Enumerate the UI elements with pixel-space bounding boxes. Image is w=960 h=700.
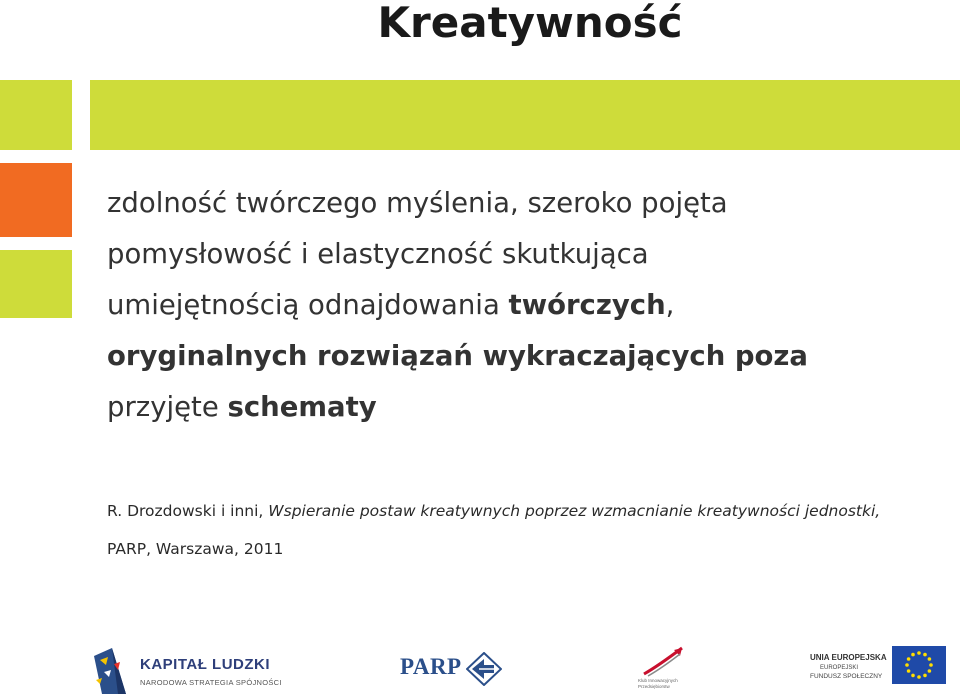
definition-line-3-tail: , [665, 289, 675, 321]
orange-bar-left [0, 163, 72, 237]
citation-authors: R. Drozdowski i inni, [107, 502, 269, 520]
eu-title: UNIA EUROPEJSKA [810, 653, 887, 662]
parp-icon [466, 652, 502, 686]
lime-bar-lower-left [0, 250, 72, 318]
lime-bar-top-right [90, 80, 960, 150]
definition-line-5 [107, 382, 907, 433]
definition-line-5-bold: schematy [227, 391, 377, 423]
kapital-ludzki-logo [92, 646, 282, 696]
definition-line-3-bold: twórczych [508, 289, 666, 321]
citation-title: Wspieranie postaw kreatywnych poprzez wzmacnianie kreatywności jednostki, [268, 502, 881, 520]
definition-line-4-bold: oryginalnych rozwiązań wykraczających poza [107, 340, 808, 372]
citation-line-1 [107, 492, 957, 530]
eu-line-3: FUNDUSZ SPOŁECZNY [810, 673, 883, 680]
citation [107, 492, 957, 568]
arrow-swoosh-icon [638, 644, 688, 678]
slide-title: Kreatywność [377, 0, 683, 47]
eu-logo [810, 646, 950, 692]
eu-flag-icon [892, 646, 946, 684]
definition-line-5-plain: przyjęte [107, 391, 228, 423]
lime-bar-top-left [0, 80, 72, 150]
kapital-ludzki-subtitle: NARODOWA STRATEGIA SPÓJNOŚCI [140, 678, 282, 687]
kapital-ludzki-name: KAPITAŁ LUDZKI [140, 656, 271, 673]
klub-logo [638, 644, 688, 698]
definition-line-1: zdolność twórczego myślenia, szeroko pojęta [107, 187, 728, 219]
definition-line-2: pomysłowość i elastyczność skutkująca [107, 238, 649, 270]
definition-line-4 [107, 331, 907, 382]
parp-logo [400, 652, 510, 686]
citation-publisher: PARP, Warszawa, 2011 [107, 540, 284, 558]
definition-line-3 [107, 280, 907, 331]
logo-strip [0, 630, 960, 700]
eu-line-2: EUROPEJSKI [820, 665, 859, 671]
klub-text: Klub Innowacyjnych Przedsiębiorstw [638, 678, 678, 689]
definition-line-3-plain: umiejętnością odnajdowania [107, 289, 509, 321]
kapital-ludzki-icon [92, 646, 128, 696]
parp-name: PARP [400, 654, 462, 679]
definition-text [107, 178, 907, 433]
